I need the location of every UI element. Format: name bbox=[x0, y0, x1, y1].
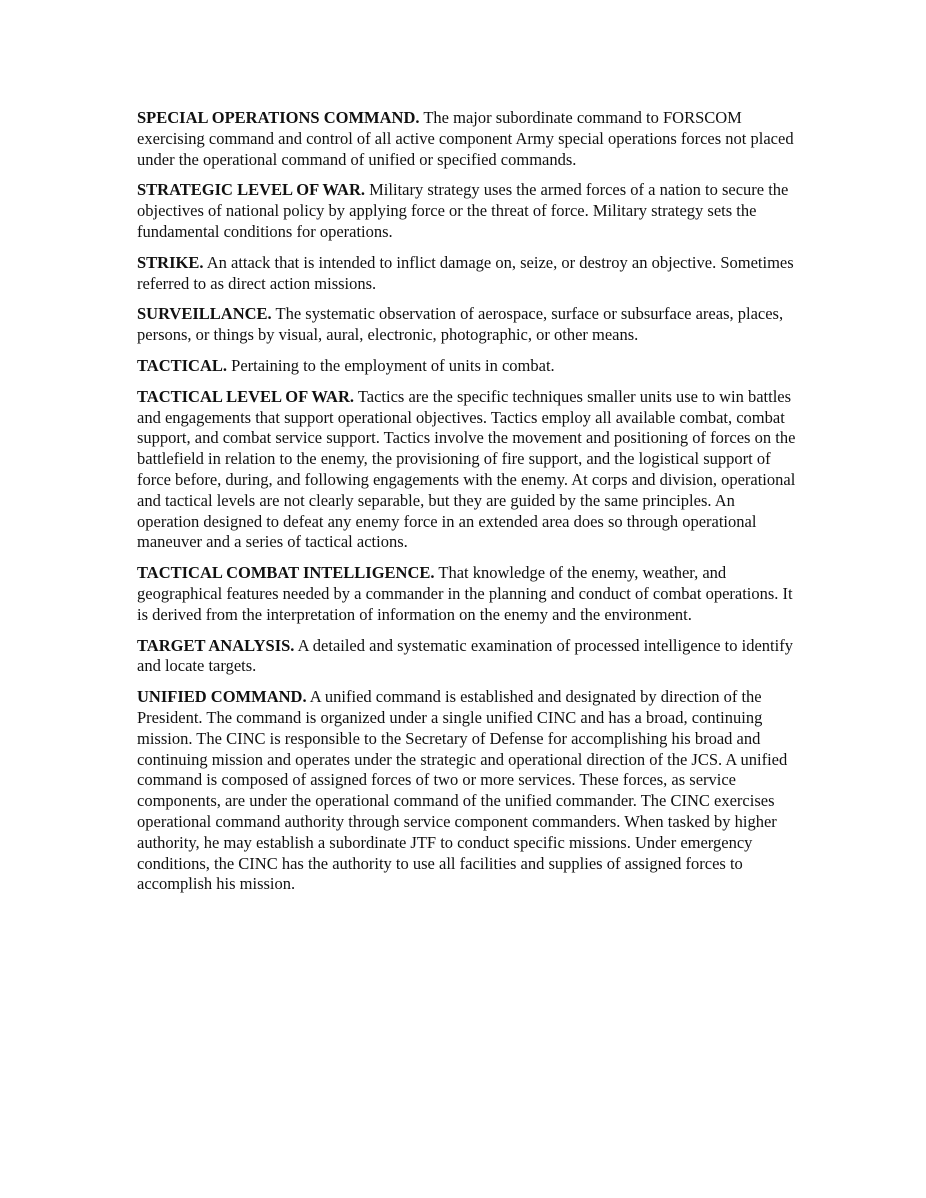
glossary-term: TACTICAL LEVEL OF WAR. bbox=[137, 386, 354, 406]
glossary-entry-strategic-level-of-war bbox=[137, 180, 797, 242]
glossary-entry-tactical-level-of-war bbox=[137, 387, 797, 553]
glossary-definition: The major subordinate command to FORSCOM exercising command and control of all active component Army special operations forces not placed under the operational command of unified or specified commands. bbox=[137, 108, 794, 169]
glossary-body bbox=[137, 108, 797, 905]
glossary-entry-tactical bbox=[137, 356, 797, 377]
glossary-definition: Tactics are the specific techniques smaller units use to win battles and engagements that support operational objectives. Tactics employ all available combat, combat support, and combat service support. Tactics involve the movement and positioning of forces on the battlefield in relation to the enemy, the provisioning of fire support, and the logistical support of force before, during, and following engagements with the enemy. At corps and division, operational and tactical levels are not clearly separable, but they are guided by the same principles. An operation designed to defeat any enemy force in an extended area does so through operational maneuver and a series of tactical actions. bbox=[137, 386, 796, 552]
glossary-entry-surveillance bbox=[137, 304, 797, 346]
glossary-term: TARGET ANALYSIS. bbox=[137, 635, 295, 655]
glossary-term: SPECIAL OPERATIONS COMMAND. bbox=[137, 108, 420, 127]
glossary-entry-strike bbox=[137, 253, 797, 295]
glossary-definition: Pertaining to the employment of units in combat. bbox=[231, 355, 555, 375]
glossary-definition: Military strategy uses the armed forces of a nation to secure the objectives of national policy by applying force or the threat of force. Military strategy sets the fundamental conditions for operations. bbox=[137, 180, 789, 241]
glossary-entry-tactical-combat-intelligence bbox=[137, 563, 797, 625]
glossary-term: STRATEGIC LEVEL OF WAR. bbox=[137, 180, 366, 200]
glossary-definition: A unified command is established and designated by direction of the President. The command is organized under a single unified CINC and has a broad, continuing mission. The CINC is responsible to the Secretary of Defense for accomplishing his broad and continuing mission and operates under the strategic and operational direction of the JCS. A unified command is composed of assigned forces of two or more services. These forces, as service components, are under the operational command of the unified commander. The CINC exercises operational command authority through service component commanders. When tasked by higher authority, he may establish a subordinate JTF to conduct specific missions. Under emergency conditions, the CINC has the authority to use all facilities and supplies of assigned forces to accomplish his mission. bbox=[137, 687, 788, 894]
glossary-definition: The systematic observation of aerospace, surface or subsurface areas, places, persons, or things by visual, aural, electronic, photographic, or other means. bbox=[137, 304, 784, 345]
glossary-definition: An attack that is intended to inflict damage on, seize, or destroy an objective. Sometimes referred to as direct action missions. bbox=[137, 252, 794, 293]
glossary-entry-unified-command bbox=[137, 687, 797, 895]
glossary-definition: That knowledge of the enemy, weather, and geographical features needed by a commander in the planning and conduct of combat operations. It is derived from the interpretation of information on the enemy and the environment. bbox=[137, 563, 793, 624]
glossary-term: STRIKE. bbox=[137, 252, 204, 272]
glossary-term: TACTICAL COMBAT INTELLIGENCE. bbox=[137, 563, 435, 583]
glossary-entry-special-operations-command bbox=[137, 108, 797, 170]
glossary-entry-target-analysis bbox=[137, 636, 797, 678]
glossary-term: UNIFIED COMMAND. bbox=[137, 687, 307, 707]
glossary-definition: A detailed and systematic examination of processed intelligence to identify and locate targets. bbox=[137, 635, 793, 676]
glossary-term: SURVEILLANCE. bbox=[137, 304, 272, 324]
glossary-term: TACTICAL. bbox=[137, 355, 228, 375]
